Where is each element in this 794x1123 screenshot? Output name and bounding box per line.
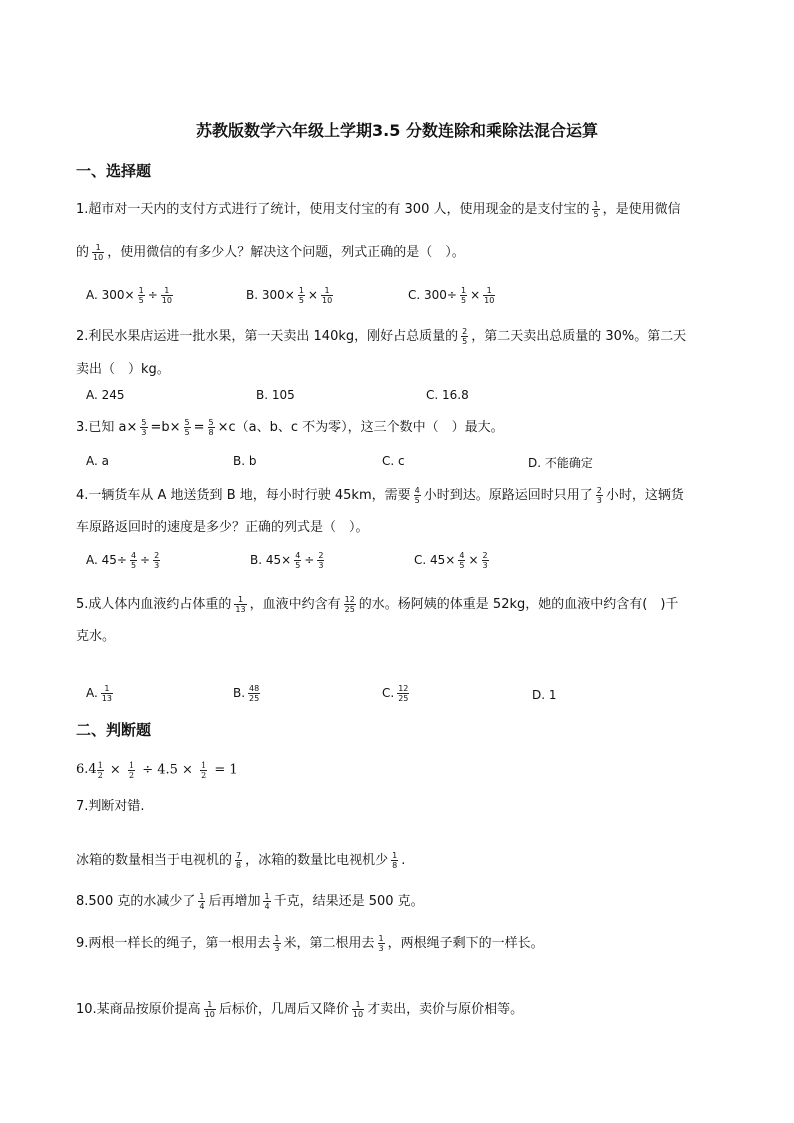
option-a: A. 300× $\frac{1}{5}$ ÷ $\frac{1}{10}$ [86, 286, 172, 305]
fraction: $\frac{2}{5}$ [462, 327, 468, 346]
option-a: A. 45÷ $\frac{4}{5}$ ÷ $\frac{2}{3}$ [86, 551, 160, 570]
page-title: 苏教版数学六年级上学期3.5 分数连除和乘除法混合运算 [196, 121, 598, 140]
option-d: D. 不能确定 [528, 456, 593, 470]
question-text: 1.超市对一天内的支付方式进行了统计，使用支付宝的有 300 人，使用现金的是支付宝的 [76, 202, 590, 217]
option-a: A. 245 [86, 388, 125, 402]
question-1-line-2 [76, 243, 465, 263]
option-a: A. a [86, 454, 109, 468]
question-10: 10.某商品按原价提高 $\frac{1}{10}$ 后标价，几周后又降价 $\frac{1}{10}$ 才卖出，卖价与原价相等。 [76, 1000, 524, 1019]
question-1-line-1 [76, 200, 681, 220]
option-c: C. 45× $\frac{4}{5}$ × $\frac{2}{3}$ [414, 551, 488, 570]
option-c: C. $\frac{12}{25}$ [382, 684, 409, 703]
question-4-line-1: 4.一辆货车从 A 地送货到 B 地，每小时行驶 45km，需要 $\frac{4}{5}$ 小时到达。原路运回时只用了 $\frac{2}{3}$ 小时，这辆货 [76, 486, 684, 505]
question-9: 9.两根一样长的绳子，第一根用去 $\frac{1}{3}$ 米，第二根用去 $\frac{1}{3}$ ，两根绳子剩下的一样长。 [76, 934, 544, 953]
option-a: A. $\frac{1}{13}$ [86, 684, 112, 703]
question-4-line-2: 车原路返回时的速度是多少？正确的列式是（ ）。 [76, 520, 369, 535]
question-7-title: 7.判断对错. [76, 799, 145, 814]
section-heading-choice: 一、选择题 [76, 162, 152, 180]
fraction: $\frac{1}{10}$ [93, 243, 104, 262]
option-b: B. $\frac{48}{25}$ [233, 684, 260, 703]
question-6: 6.4 1 2 × $\frac{1}{2}$ ÷ 4.5 × $\frac{1}{2}$ = 1 [76, 760, 238, 780]
question-text: 的 [76, 245, 90, 260]
option-c: C. 16.8 [426, 388, 469, 402]
option-b: B. 45× $\frac{4}{5}$ ÷ $\frac{2}{3}$ [250, 551, 324, 570]
option-d: D. 1 [532, 688, 557, 702]
question-8: 8.500 克的水减少了 $\frac{1}{4}$ 后再增加 $\frac{1}{4}$ 千克，结果还是 500 克。 [76, 892, 424, 911]
option-b: B. b [233, 454, 257, 468]
fraction: $\frac{1}{5}$ [593, 200, 599, 219]
question-2-line-1: 2.利民水果店运进一批水果，第一天卖出 140kg，刚好占总质量的 $\frac{2}{5}$ ，第二天卖出总质量的 30%。第二天 [76, 327, 687, 346]
option-b: B. 300× $\frac{1}{5}$ × $\frac{1}{10}$ [246, 286, 333, 305]
option-c: C. 300÷ $\frac{1}{5}$ × $\frac{1}{10}$ [408, 286, 495, 305]
question-3-line-1: 3.已知 a× $\frac{5}{3}$ =b× $\frac{5}{5}$ = $\frac{5}{8}$ ×c（a、b、c 不为零），这三个数中（ ）最大。 [76, 418, 504, 437]
question-7-statement: 冰箱的数量相当于电视机的 $\frac{7}{8}$ ，冰箱的数量比电视机少 $\frac{1}{8}$ . [76, 851, 406, 870]
section-heading-judgment: 二、判断题 [76, 721, 152, 739]
question-5-line-2: 克水。 [76, 629, 116, 644]
question-5-line-1: 5.成人体内血液约占体重的 $\frac{1}{13}$ ，血液中约含有 $\frac{12}{25}$ 的水。杨阿姨的体重是 52kg，她的血液中约含有( )千 [76, 595, 679, 614]
question-text: ，是使用微信 [602, 202, 681, 217]
option-c: C. c [382, 454, 405, 468]
question-text: ，使用微信的有多少人？解决这个问题，列式正确的是（ ）。 [107, 245, 465, 260]
option-b: B. 105 [256, 388, 295, 402]
question-2-line-2: 卖出（ ）kg。 [76, 362, 170, 377]
